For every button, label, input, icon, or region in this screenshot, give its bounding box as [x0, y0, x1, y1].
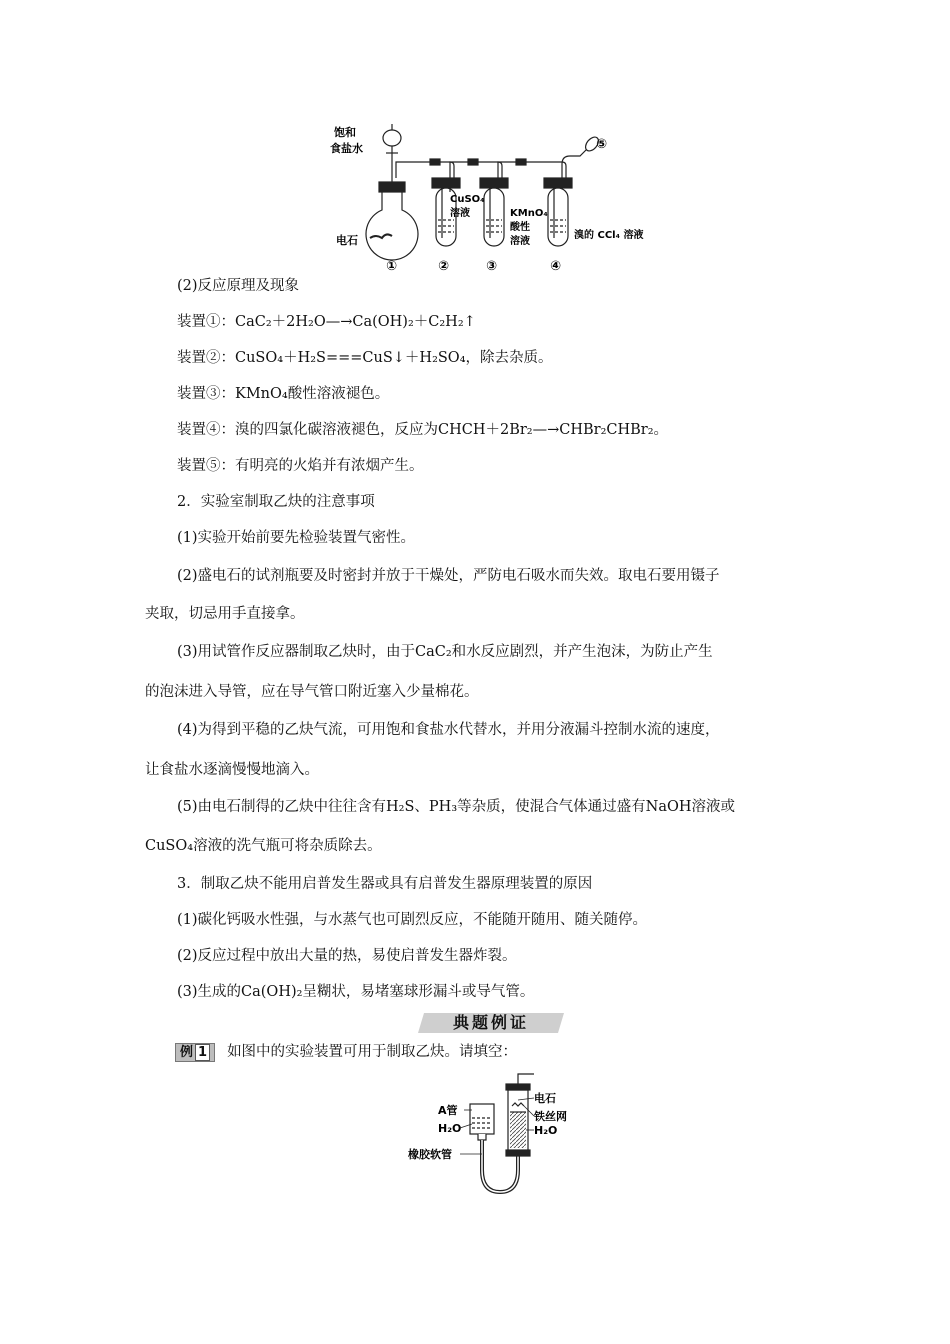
label-kmno4: KMnO₄	[510, 208, 548, 219]
label-tube-a: A管	[438, 1104, 458, 1117]
note-3-cont: 的泡沫进入导管，应在导气管口附近塞入少量棉花。	[145, 684, 479, 700]
note-5-cont: CuSO₄溶液的洗气瓶可将杂质除去。	[145, 838, 382, 854]
label-kmno4-solution: 溶液	[510, 236, 530, 247]
label-cuso4: CuSO₄	[450, 194, 485, 205]
tube-3-stopper	[480, 178, 508, 188]
separatory-funnel	[383, 130, 401, 146]
label-carbide: 电石	[534, 1092, 556, 1105]
label-saturated-brine-2: 食盐水	[330, 142, 363, 155]
tube-4	[548, 188, 568, 246]
tube-2-stopper	[432, 178, 460, 188]
tube-a	[470, 1104, 494, 1134]
label-n5: ⑤	[596, 137, 608, 152]
label-n3: ③	[486, 259, 498, 274]
round-bottom-flask	[366, 192, 418, 260]
device-1-text: 装置①：CaC₂＋2H₂O—→Ca(OH)₂＋C₂H₂↑	[177, 314, 476, 330]
reason-2: (2)反应过程中放出大量的热，易使启普发生器炸裂。	[177, 948, 517, 964]
example-banner	[418, 1011, 564, 1035]
note-2: (2)盛电石的试剂瓶要及时密封并放于干燥处，严防电石吸水而失效。取电石要用镊子	[177, 568, 720, 584]
note-5: (5)由电石制得的乙炔中往往含有H₂S、PH₃等杂质，使混合气体通过盛有NaOH溶液或	[177, 799, 736, 815]
heading-reaction-principle: (2)反应原理及现象	[177, 278, 300, 294]
label-carbide: 电石	[336, 234, 358, 247]
example-1	[175, 1042, 517, 1062]
section-3-heading: 3．制取乙炔不能用启普发生器或具有启普发生器原理装置的原因	[177, 876, 593, 892]
tube-3	[484, 188, 504, 246]
device-3-text: 装置③：KMnO₄酸性溶液褪色。	[177, 386, 390, 402]
apparatus-figure	[330, 120, 650, 275]
example-tag: 例 1	[175, 1043, 215, 1062]
label-n1: ①	[386, 259, 398, 274]
label-wire-mesh: 铁丝网	[534, 1110, 567, 1123]
device-5-text: 装置⑤：有明亮的火焰并有浓烟产生。	[177, 458, 424, 474]
section-2-heading: 2．实验室制取乙炔的注意事项	[177, 494, 375, 510]
note-4: (4)为得到平稳的乙炔气流，可用饱和食盐水代替水，并用分液漏斗控制水流的速度，	[177, 722, 720, 738]
reason-3: (3)生成的Ca(OH)₂呈糊状，易堵塞球形漏斗或导气管。	[177, 984, 535, 1000]
label-n2: ②	[438, 259, 450, 274]
reason-1: (1)碳化钙吸水性强，与水蒸气也可剧烈反应，不能随开随用、随关随停。	[177, 912, 648, 928]
acetylene-generator-figure	[408, 1070, 578, 1198]
note-2-cont: 夹取，切忌用手直接拿。	[145, 606, 305, 622]
label-h2o-left: H₂O	[438, 1122, 462, 1135]
note-1: (1)实验开始前要先检验装置气密性。	[177, 530, 416, 546]
device-4-text: 装置④：溴的四氯化碳溶液褪色，反应为CHCH＋2Br₂—→CHBr₂CHBr₂。	[177, 422, 669, 438]
note-4-cont: 让食盐水逐滴慢慢地滴入。	[145, 762, 319, 778]
banner-title: 典题例证	[452, 1013, 530, 1032]
note-3: (3)用试管作反应器制取乙炔时，由于CaC₂和水反应剧烈，并产生泡沫，为防止产生	[177, 644, 713, 660]
example-number: 1	[195, 1044, 210, 1061]
label-kmno4-acidic: 酸性	[510, 222, 530, 233]
tube-4-stopper	[544, 178, 572, 188]
label-hose: 橡胶软管	[408, 1148, 452, 1161]
example-question: 如图中的实验装置可用于制取乙炔。请填空：	[227, 1044, 518, 1060]
label-br-ccl4: 溴的 CCl₄ 溶液	[574, 230, 644, 241]
label-cuso4-solution: 溶液	[450, 208, 470, 219]
label-h2o-right: H₂O	[534, 1124, 558, 1137]
label-saturated-brine-1: 饱和	[334, 126, 356, 139]
label-n4: ④	[550, 259, 562, 274]
device-2-text: 装置②：CuSO₄＋H₂S===CuS↓＋H₂SO₄，除去杂质。	[177, 350, 553, 366]
